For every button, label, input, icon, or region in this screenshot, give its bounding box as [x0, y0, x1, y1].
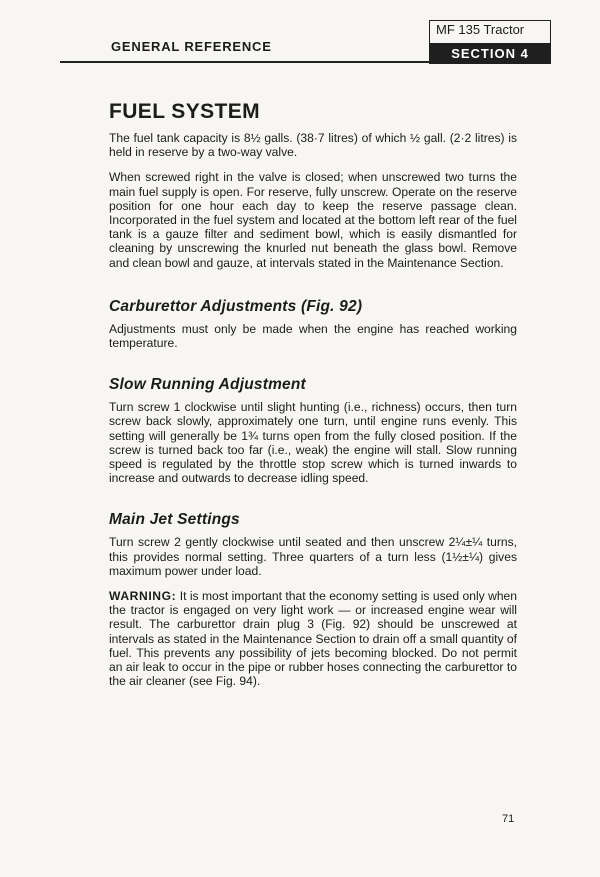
warning-text: It is most important that the economy setting is used only when the tractor is engaged on very light work — or increased engine wear will result. The carburettor drain plug 3 (Fig. 92) should be unscrewed at intervals as stated in the Maintenance Section to drain off a small quantity of fuel. This prevents any possibility of jets becoming blocked. Do not permit an air leak to occur in the pipe or rubber hoses connecting the carburettor to the air cleaner (see Fig. 94). [109, 589, 517, 689]
slow-running-heading: Slow Running Adjustment [109, 376, 306, 394]
main-jet-paragraph: Turn screw 2 gently clockwise until seated and then unscrew 2¼±¼ turns, this provides normal setting. Three quarters of a turn less (1½±¼) gives maximum power under load. [109, 535, 517, 578]
warning-paragraph [109, 589, 517, 688]
main-jet-heading: Main Jet Settings [109, 511, 240, 529]
valve-paragraph: When screwed right in the valve is closed; when unscrewed two turns the main fuel supply is open. For reserve, fully unscrew. Operate on the reserve position for one hour each day to keep the reserve passage clean. Incorporated in the fuel system and located at the bottom left rear of the fuel tank is a gauze filter and sediment bowl, which is easily dismantled for cleaning by unscrewing the knurled nut beneath the glass bowl. Remove and clean bowl and gauze, at intervals stated in the Maintenance Section. [109, 170, 517, 270]
section-label: GENERAL REFERENCE [111, 39, 272, 54]
intro-paragraph: The fuel tank capacity is 8½ galls. (38·7 litres) of which ½ gall. (2·2 litres) is held in reserve by a two-way valve. [109, 131, 517, 160]
manual-title: MF 135 Tractor [436, 22, 525, 37]
page-content [109, 100, 517, 688]
carburettor-paragraph: Adjustments must only be made when the engine has reached working temperature. [109, 321, 517, 351]
page-title: FUEL SYSTEM [109, 100, 261, 123]
section-tag: SECTION 4 [429, 43, 551, 64]
warning-label: WARNING: [109, 589, 177, 604]
slow-running-paragraph: Turn screw 1 clockwise until slight hunting (i.e., richness) occurs, then turn screw back slowly, approximately one turn, until engine runs evenly. This setting will generally be 1¾ turns open from the fully closed position. If the screw is turned back too far (i.e., weak) the engine will stall. Slow running speed is regulated by the throttle stop screw which is turned inwards to increase and outwards to decrease idling speed. [109, 400, 517, 486]
carburettor-heading: Carburettor Adjustments (Fig. 92) [109, 297, 363, 315]
header-divider [60, 61, 429, 63]
page-number: 71 [502, 813, 515, 825]
